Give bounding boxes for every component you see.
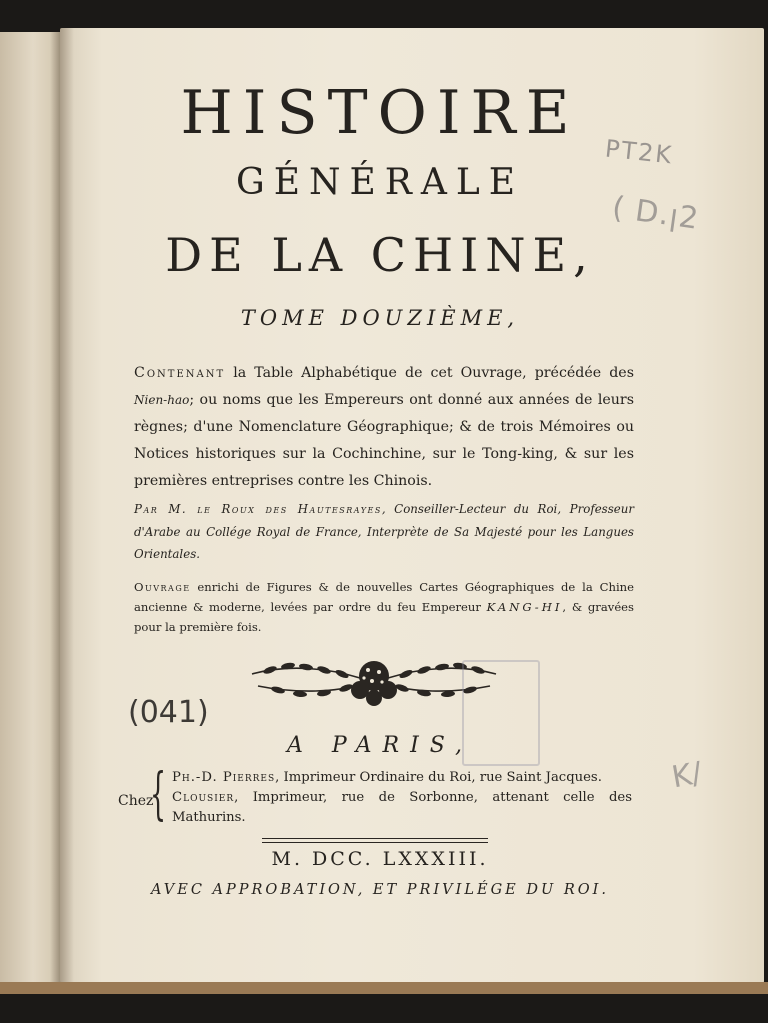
chez-label: Chez — [118, 793, 154, 809]
work-description — [134, 577, 634, 637]
ouvrage-text-b: , & gravées pour la première fois. — [134, 600, 634, 634]
brace-icon: { — [150, 762, 167, 827]
divider-rule-top — [262, 838, 488, 839]
ouvrage-text-a: enrichi de Figures & de nouvelles Cartes Géographiques de la Chine ancienne & moderne, levées par ordre du feu Empereur — [134, 580, 634, 614]
author-titles: , Conseiller-Lecteur du Roi, Professeur d'Arabe au Collége Royal de France, Interprète de Sa Majesté pour les Langues Orientales. — [134, 502, 635, 561]
ouvrage-lead: Ouvrage — [134, 580, 191, 594]
page-gutter-shadow — [50, 32, 60, 992]
printer-clousier-details: , Imprimeur, rue de Sorbonne, attenant celle des Mathurins. — [172, 790, 632, 825]
contents-description — [134, 360, 634, 495]
left-page-leaf — [0, 32, 61, 992]
title-line-generale: GÉNÉRALE — [235, 162, 525, 203]
printer-pierres — [172, 768, 632, 788]
contenant-text-a: la Table Alphabétique de cet Ouvrage, précédée des — [225, 365, 634, 381]
nien-hao-term: Nien-hao — [134, 393, 190, 407]
author-credit — [134, 498, 634, 566]
pencil-note: ( D.ꞁ2 — [609, 190, 702, 237]
approbation-line: AVEC APPROBATION, ET PRIVILÉGE DU ROI. — [151, 882, 609, 898]
title-line-de-la-chine: DE LA CHINE, — [165, 228, 595, 282]
publication-date: M. DCC. LXXXIII. — [271, 848, 489, 870]
handwritten-shelf-mark: (041) — [128, 695, 209, 730]
emperor-name: KANG-HI — [486, 600, 563, 614]
publication-place: A PARIS, — [286, 733, 474, 758]
printer-clousier — [172, 788, 632, 828]
title-line-histoire: HISTOIRE — [180, 78, 580, 148]
contenant-text-b: ; ou noms que les Empereurs ont donné aux années de leurs règnes; d'une Nomenclature Géographique; & de trois Mémoires ou Notices historiques sur la Cochinchine, sur le Tong-king, & sur les premières entreprises contre les Chinois. — [134, 392, 634, 489]
author-name: Par M. le Roux des Hautesrayes — [134, 502, 382, 516]
pencil-corner-mark: K/ — [669, 755, 705, 796]
printers-list — [172, 768, 632, 828]
contenant-lead: Contenant — [134, 365, 226, 381]
divider-rule-bottom — [262, 842, 488, 843]
printer-pierres-details: , Imprimeur Ordinaire du Roi, rue Saint Jacques. — [275, 770, 602, 785]
book-cover-edge — [0, 982, 768, 994]
pencil-shelf-code: PT2K — [603, 134, 675, 170]
printer-pierres-name: Ph.-D. Pierres — [172, 770, 276, 785]
volume-number: TOME DOUZIÈME, — [240, 306, 520, 330]
printer-clousier-name: Clousier — [172, 790, 235, 805]
